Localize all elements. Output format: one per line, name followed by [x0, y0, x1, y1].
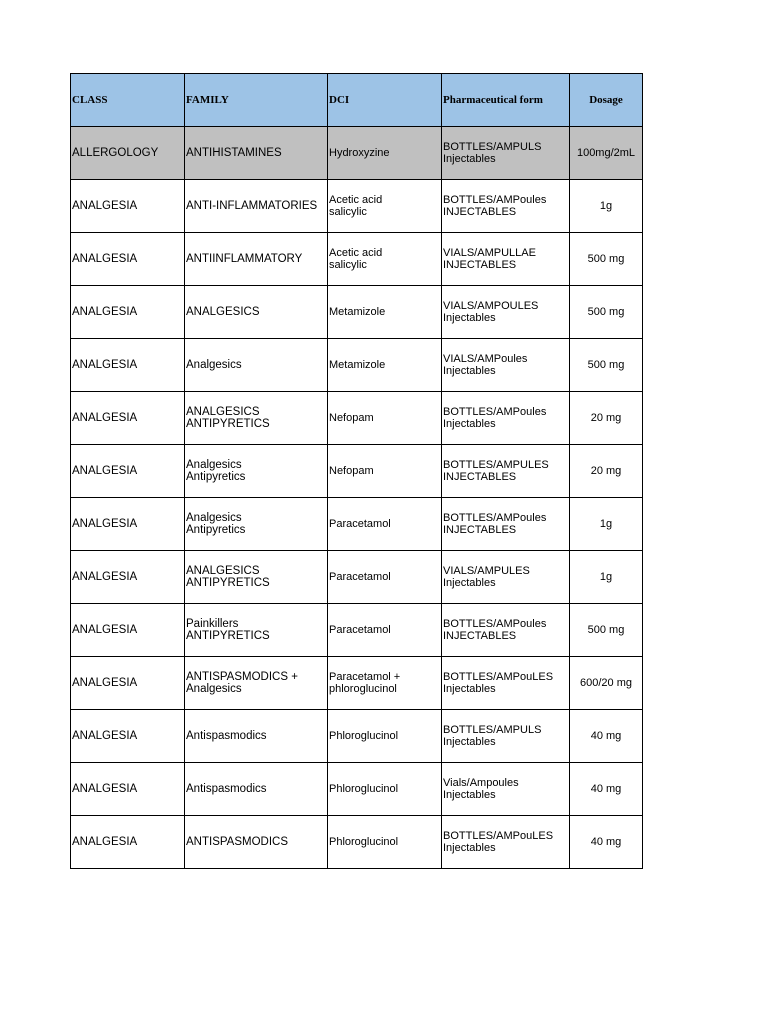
cell-dosage-text: 1g	[599, 570, 613, 583]
cell-pharmaceutical-form-text: Vials/Ampoules Injectables	[443, 776, 519, 801]
cell-class	[71, 710, 185, 763]
cell-dosage	[570, 339, 643, 392]
cell-family-text: ANALGESICS ANTIPYRETICS	[186, 405, 270, 430]
cell-pharmaceutical-form	[442, 498, 570, 551]
cell-dosage-text: 20 mg	[590, 464, 622, 477]
cell-dosage-text: 20 mg	[590, 411, 622, 424]
cell-dci	[328, 710, 442, 763]
cell-dci-text: Hydroxyzine	[329, 146, 390, 159]
cell-class	[71, 816, 185, 869]
cell-pharmaceutical-form-text: VIALS/AMPOULES Injectables	[443, 299, 539, 324]
cell-class	[71, 233, 185, 286]
cell-family	[185, 445, 328, 498]
cell-dosage-text: 600/20 mg	[580, 676, 632, 689]
cell-family-text: ANTIINFLAMMATORY	[186, 252, 303, 265]
table-row	[71, 445, 643, 498]
table-row	[71, 551, 643, 604]
table-row	[71, 286, 643, 339]
cell-family	[185, 286, 328, 339]
cell-dci-text: Paracetamol	[329, 570, 391, 583]
cell-dosage	[570, 604, 643, 657]
cell-pharmaceutical-form	[442, 710, 570, 763]
cell-class-text: ANALGESIA	[72, 411, 138, 424]
cell-dci-text: Phloroglucinol	[329, 729, 399, 742]
cell-dosage	[570, 392, 643, 445]
cell-family	[185, 127, 328, 180]
cell-dosage	[570, 180, 643, 233]
cell-class	[71, 180, 185, 233]
cell-dosage	[570, 127, 643, 180]
header-class: CLASS	[71, 74, 185, 127]
cell-pharmaceutical-form	[442, 339, 570, 392]
table-row	[71, 127, 643, 180]
cell-pharmaceutical-form	[442, 551, 570, 604]
cell-family-text: ANTIHISTAMINES	[186, 146, 282, 159]
header-dci: DCI	[328, 74, 442, 127]
table-row	[71, 339, 643, 392]
cell-dci	[328, 180, 442, 233]
cell-dci	[328, 551, 442, 604]
table-row	[71, 392, 643, 445]
cell-dosage	[570, 816, 643, 869]
cell-dosage-text: 500 mg	[587, 252, 625, 265]
cell-dosage-text: 100mg/2mL	[576, 146, 636, 159]
cell-family	[185, 763, 328, 816]
cell-family	[185, 233, 328, 286]
cell-pharmaceutical-form-text: VIALS/AMPoules Injectables	[443, 352, 528, 377]
cell-dci-text: Nefopam	[329, 411, 374, 424]
cell-dosage-text: 500 mg	[587, 305, 625, 318]
cell-class-text: ANALGESIA	[72, 464, 138, 477]
cell-family-text: ANTISPASMODICS	[186, 835, 289, 848]
table-row	[71, 763, 643, 816]
header-row	[71, 74, 643, 127]
cell-dci	[328, 498, 442, 551]
cell-class	[71, 604, 185, 657]
cell-class-text: ANALGESIA	[72, 252, 138, 265]
cell-dosage	[570, 657, 643, 710]
cell-pharmaceutical-form	[442, 180, 570, 233]
table-row	[71, 180, 643, 233]
table-header	[71, 74, 643, 127]
cell-dosage-text: 1g	[599, 517, 613, 530]
cell-family-text: ANTISPASMODICS + Analgesics	[186, 670, 298, 695]
cell-dosage	[570, 551, 643, 604]
cell-dci-text: Paracetamol + phloroglucinol	[329, 670, 401, 695]
cell-pharmaceutical-form-text: BOTTLES/AMPouLES Injectables	[443, 670, 554, 695]
cell-family-text: ANALGESICS	[186, 305, 260, 318]
cell-class-text: ANALGESIA	[72, 358, 138, 371]
table-row	[71, 233, 643, 286]
cell-dci	[328, 657, 442, 710]
cell-family-text: Antispasmodics	[186, 729, 267, 742]
cell-class	[71, 657, 185, 710]
cell-pharmaceutical-form	[442, 233, 570, 286]
cell-family	[185, 339, 328, 392]
table-row	[71, 657, 643, 710]
cell-pharmaceutical-form	[442, 286, 570, 339]
cell-pharmaceutical-form-text: BOTTLES/AMPoules Injectables	[443, 405, 547, 430]
cell-class-text: ANALGESIA	[72, 835, 138, 848]
cell-family	[185, 604, 328, 657]
cell-class-text: ANALGESIA	[72, 676, 138, 689]
cell-family	[185, 710, 328, 763]
cell-class-text: ANALGESIA	[72, 199, 138, 212]
cell-pharmaceutical-form-text: BOTTLES/AMPoules INJECTABLES	[443, 617, 547, 642]
table-body	[71, 127, 643, 869]
cell-class	[71, 763, 185, 816]
cell-class	[71, 498, 185, 551]
cell-pharmaceutical-form	[442, 816, 570, 869]
cell-dosage	[570, 445, 643, 498]
cell-family	[185, 498, 328, 551]
cell-class-text: ANALGESIA	[72, 729, 138, 742]
header-pharmaceutical-form: Pharmaceutical form	[442, 74, 570, 127]
cell-dosage-text: 500 mg	[587, 623, 625, 636]
cell-dci-text: Metamizole	[329, 358, 386, 371]
cell-pharmaceutical-form-text: BOTTLES/AMPouLES Injectables	[443, 829, 554, 854]
cell-dci-text: Acetic acid salicylic	[329, 193, 383, 218]
cell-family-text: Analgesics Antipyretics	[186, 458, 246, 483]
table-row	[71, 816, 643, 869]
cell-pharmaceutical-form	[442, 604, 570, 657]
cell-family-text: ANTI-INFLAMMATORIES	[186, 199, 318, 212]
cell-family	[185, 816, 328, 869]
cell-class	[71, 339, 185, 392]
cell-pharmaceutical-form-text: VIALS/AMPULES Injectables	[443, 564, 530, 589]
cell-class	[71, 551, 185, 604]
cell-dci	[328, 233, 442, 286]
cell-dci	[328, 339, 442, 392]
cell-dci	[328, 286, 442, 339]
cell-dci-text: Phloroglucinol	[329, 782, 399, 795]
cell-dosage-text: 40 mg	[590, 782, 622, 795]
cell-family	[185, 551, 328, 604]
cell-class	[71, 127, 185, 180]
cell-pharmaceutical-form-text: BOTTLES/AMPULS Injectables	[443, 140, 542, 165]
cell-dci-text: Paracetamol	[329, 517, 391, 530]
cell-dci	[328, 816, 442, 869]
table-row	[71, 604, 643, 657]
header-family: FAMILY	[185, 74, 328, 127]
cell-class-text: ALLERGOLOGY	[72, 146, 159, 159]
cell-family	[185, 180, 328, 233]
cell-dosage	[570, 233, 643, 286]
cell-dosage	[570, 286, 643, 339]
cell-family	[185, 392, 328, 445]
cell-dosage	[570, 710, 643, 763]
cell-pharmaceutical-form	[442, 127, 570, 180]
table-row	[71, 498, 643, 551]
cell-dci	[328, 127, 442, 180]
cell-pharmaceutical-form	[442, 392, 570, 445]
cell-dci	[328, 445, 442, 498]
drug-table	[70, 73, 643, 869]
cell-dci-text: Paracetamol	[329, 623, 391, 636]
cell-class	[71, 392, 185, 445]
cell-pharmaceutical-form-text: VIALS/AMPULLAE INJECTABLES	[443, 246, 536, 271]
cell-class-text: ANALGESIA	[72, 623, 138, 636]
cell-pharmaceutical-form-text: BOTTLES/AMPULS Injectables	[443, 723, 542, 748]
cell-family-text: Antispasmodics	[186, 782, 267, 795]
cell-class-text: ANALGESIA	[72, 517, 138, 530]
cell-family	[185, 657, 328, 710]
cell-dosage-text: 40 mg	[590, 729, 622, 742]
cell-dosage	[570, 498, 643, 551]
cell-dosage-text: 1g	[599, 199, 613, 212]
cell-family-text: Painkillers ANTIPYRETICS	[186, 617, 270, 642]
cell-dosage	[570, 763, 643, 816]
cell-dci-text: Phloroglucinol	[329, 835, 399, 848]
cell-dci-text: Metamizole	[329, 305, 386, 318]
cell-pharmaceutical-form-text: BOTTLES/AMPoules INJECTABLES	[443, 193, 547, 218]
cell-pharmaceutical-form-text: BOTTLES/AMPoules INJECTABLES	[443, 511, 547, 536]
cell-dosage-text: 500 mg	[587, 358, 625, 371]
cell-dci	[328, 604, 442, 657]
cell-family-text: ANALGESICS ANTIPYRETICS	[186, 564, 270, 589]
cell-pharmaceutical-form	[442, 445, 570, 498]
cell-class	[71, 286, 185, 339]
cell-class-text: ANALGESIA	[72, 305, 138, 318]
cell-dci-text: Acetic acid salicylic	[329, 246, 383, 271]
cell-family-text: Analgesics Antipyretics	[186, 511, 246, 536]
cell-dci	[328, 763, 442, 816]
cell-class-text: ANALGESIA	[72, 782, 138, 795]
cell-dosage-text: 40 mg	[590, 835, 622, 848]
cell-pharmaceutical-form-text: BOTTLES/AMPULES INJECTABLES	[443, 458, 549, 483]
cell-pharmaceutical-form	[442, 763, 570, 816]
header-dosage: Dosage	[570, 74, 643, 127]
table-row	[71, 710, 643, 763]
cell-class-text: ANALGESIA	[72, 570, 138, 583]
cell-dci-text: Nefopam	[329, 464, 374, 477]
cell-pharmaceutical-form	[442, 657, 570, 710]
cell-class	[71, 445, 185, 498]
cell-family-text: Analgesics	[186, 358, 242, 371]
cell-dci	[328, 392, 442, 445]
